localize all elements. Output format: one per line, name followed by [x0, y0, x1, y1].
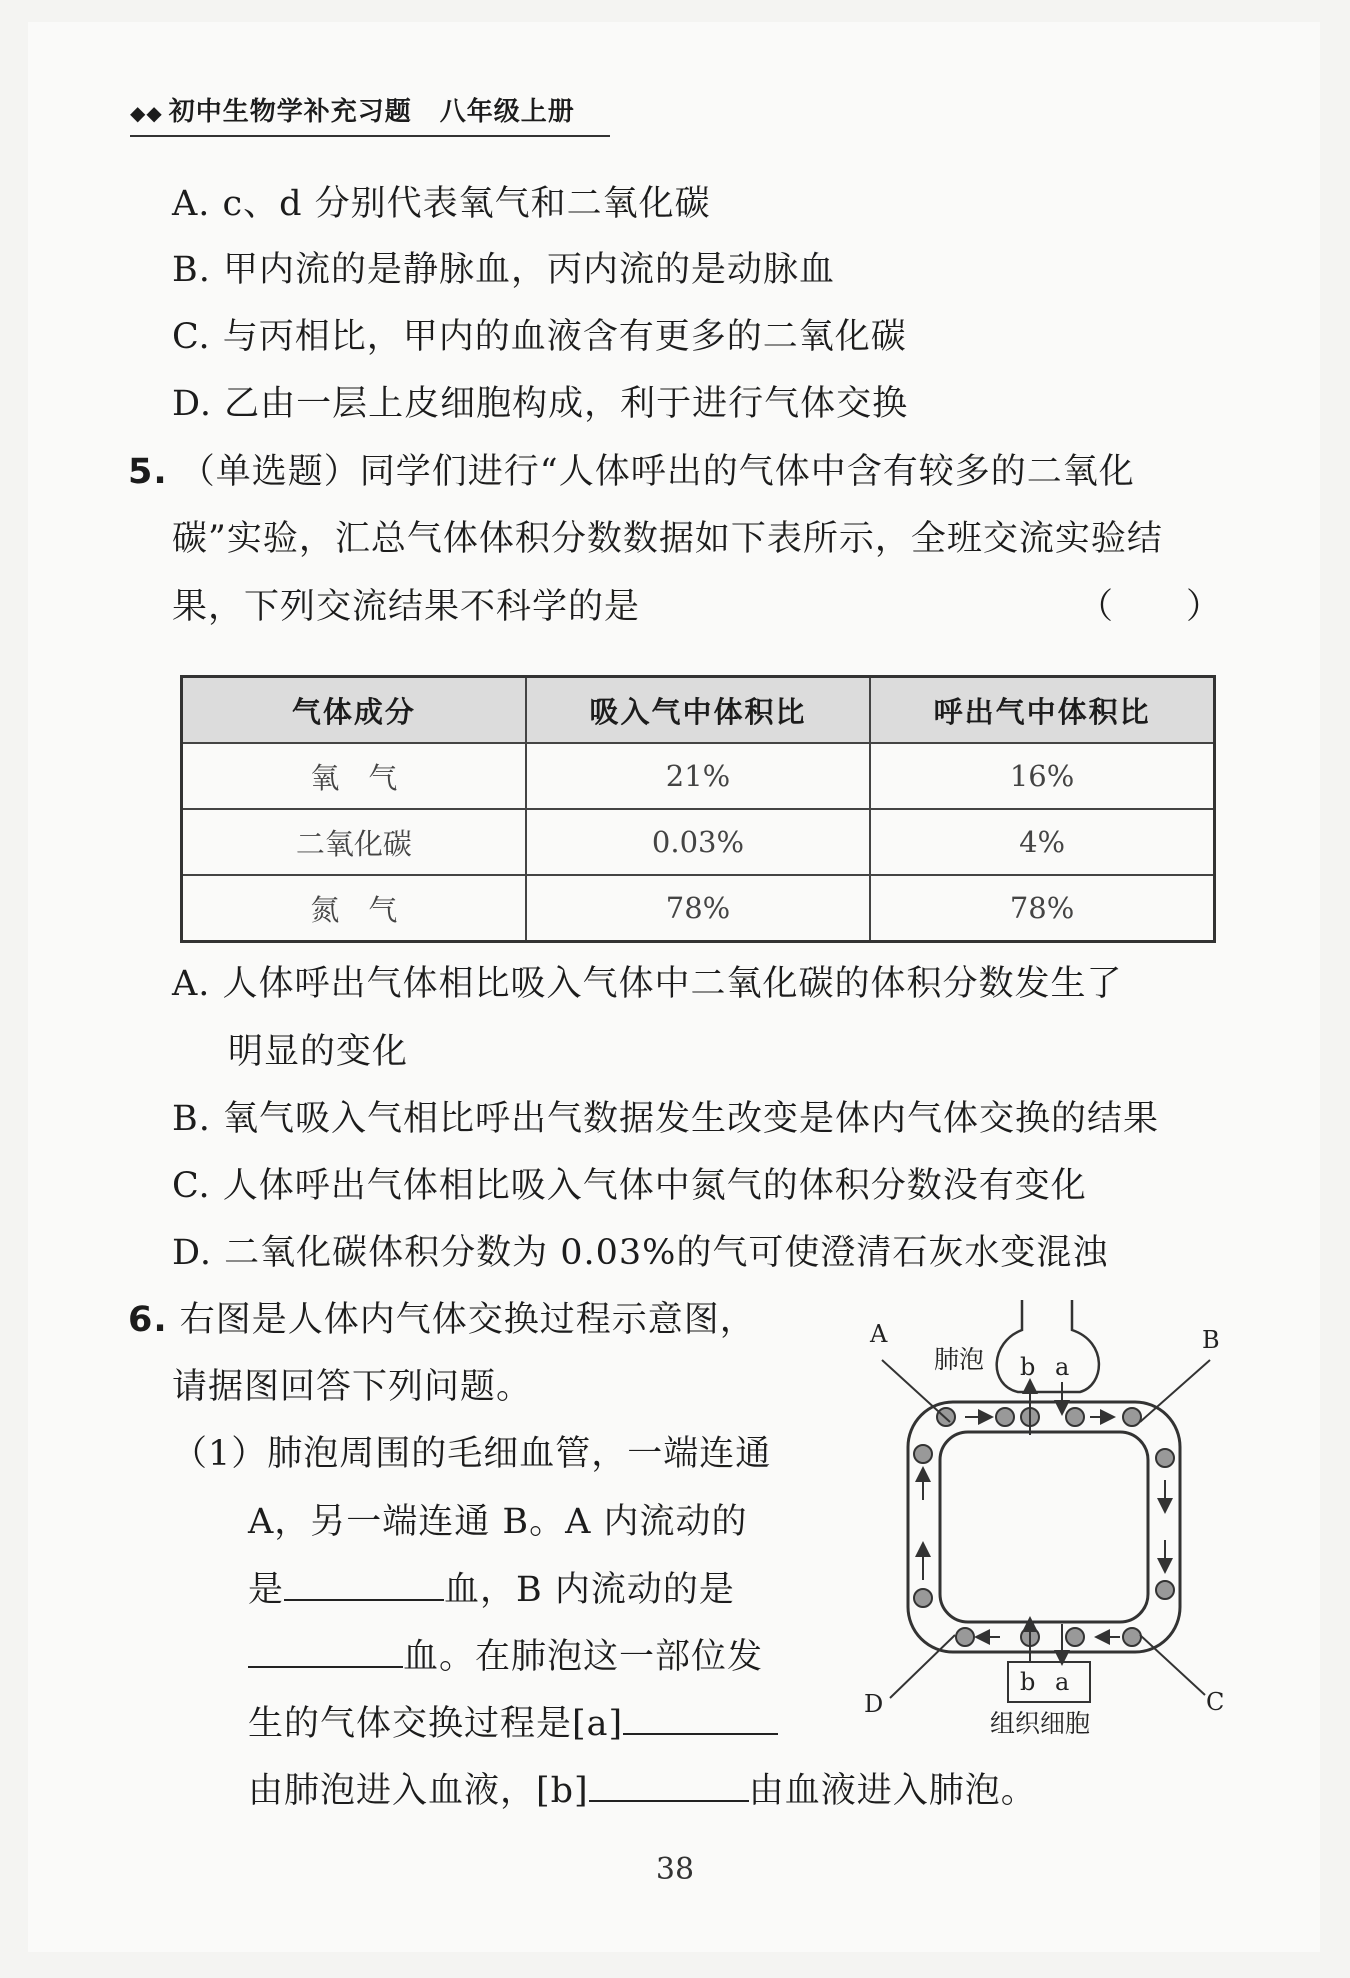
- q6-sub1-line-3: [248, 1567, 735, 1612]
- q5-stem-text-1: （单选题）同学们进行“人体呼出的气体中含有较多的二氧化: [179, 452, 1135, 492]
- q6-sub1-text-3b: 血，B 内流动的是: [444, 1570, 735, 1610]
- table-cell: 氧 气: [182, 743, 526, 809]
- q6-sub1-line-2: A，另一端连通 B。A 内流动的: [248, 1502, 748, 1542]
- table-header-cell: 气体成分: [182, 677, 526, 744]
- q5-stem-line-3: [172, 585, 1222, 629]
- alveolus-b-label: b: [1020, 1353, 1036, 1381]
- table-row: [182, 875, 1215, 942]
- q5-stem-text-3: 果，下列交流结果不科学的是: [172, 587, 641, 627]
- q5-option-d: D. 二氧化碳体积分数为 0.03%的气可使澄清石灰水变混浊: [172, 1233, 1109, 1273]
- tissue-label: 组织细胞: [990, 1709, 1091, 1738]
- blood-cell: [1156, 1449, 1174, 1467]
- blood-cell: [996, 1408, 1014, 1426]
- q4-option-b: B. 甲内流的是静脉血，丙内流的是动脉血: [172, 250, 835, 290]
- table-header-cell: 吸入气中体积比: [526, 677, 870, 744]
- q5-number: 5.: [128, 452, 168, 492]
- q5-option-b: B. 氧气吸入气相比呼出气数据发生改变是体内气体交换的结果: [172, 1099, 1159, 1139]
- leader-line-c: [1140, 1635, 1205, 1695]
- tissue-a-label: a: [1055, 1668, 1070, 1696]
- alveolus-shape: [997, 1300, 1099, 1392]
- q6-sub1-line-6: [248, 1768, 1037, 1813]
- q6-sub1-line-4: [248, 1634, 763, 1679]
- q6-sub1-line-5: [248, 1701, 778, 1746]
- blood-cell: [1156, 1581, 1174, 1599]
- table-header-row: [182, 677, 1215, 744]
- gas-exchange-diagram: [850, 1290, 1250, 1750]
- q6-stem-line-1: [128, 1298, 756, 1342]
- q5-option-a-cont: 明显的变化: [228, 1032, 409, 1072]
- leader-line-b: [1140, 1360, 1210, 1422]
- blood-cell: [914, 1445, 932, 1463]
- capillary-inner-wall: [940, 1432, 1148, 1622]
- answer-blank-a-blood[interactable]: [284, 1567, 444, 1601]
- table-row: [182, 743, 1215, 809]
- answer-blank-a-gas[interactable]: [623, 1701, 778, 1735]
- table-cell: 二氧化碳: [182, 809, 526, 875]
- q4-option-c: C. 与丙相比，甲内的血液含有更多的二氧化碳: [172, 317, 907, 357]
- label-a: A: [870, 1320, 888, 1348]
- table-cell: 16%: [870, 743, 1214, 809]
- blood-cell: [1066, 1628, 1084, 1646]
- table-cell: 0.03%: [526, 809, 870, 875]
- table-cell: 氮 气: [182, 875, 526, 942]
- table-header-cell: 呼出气中体积比: [870, 677, 1214, 744]
- q6-sub1-text-3a: 是: [248, 1570, 285, 1610]
- blood-cell: [914, 1589, 932, 1607]
- q6-sub1-text-4: 血。在肺泡这一部位发: [403, 1637, 764, 1677]
- q5-option-c: C. 人体呼出气体相比吸入气体中氮气的体积分数没有变化: [172, 1166, 1087, 1206]
- q6-number: 6.: [128, 1300, 168, 1340]
- label-c: C: [1206, 1688, 1225, 1716]
- label-d: D: [864, 1690, 884, 1718]
- blood-cell: [956, 1628, 974, 1646]
- q5-answer-paren: （ ）: [1077, 587, 1222, 627]
- table-cell: 78%: [526, 875, 870, 942]
- q4-option-d: D. 乙由一层上皮细胞构成，利于进行气体交换: [172, 384, 909, 424]
- q4-option-a: A. c、d 分别代表氧气和二氧化碳: [172, 184, 711, 224]
- diamond-icon: ◆◆: [130, 101, 163, 125]
- page-number: 38: [655, 1852, 695, 1887]
- table-cell: 21%: [526, 743, 870, 809]
- q6-sub1-text-6a: 由肺泡进入血液，[b]: [248, 1771, 589, 1811]
- table-cell: 78%: [870, 875, 1214, 942]
- alveolus-a-label: a: [1055, 1353, 1070, 1381]
- q6-stem-line-2: 请据图回答下列问题。: [172, 1367, 533, 1407]
- answer-blank-b-gas[interactable]: [589, 1768, 749, 1802]
- q5-option-a: A. 人体呼出气体相比吸入气体中二氧化碳的体积分数发生了: [172, 964, 1123, 1004]
- blood-cell: [1123, 1408, 1141, 1426]
- alveolus-label: 肺泡: [934, 1345, 985, 1374]
- leader-line-d: [890, 1635, 955, 1698]
- q6-stem-text-1: 右图是人体内气体交换过程示意图，: [179, 1300, 756, 1340]
- q5-stem-line-2: 碳”实验，汇总气体体积分数数据如下表所示，全班交流实验结: [172, 519, 1163, 559]
- q5-stem-line-1: [128, 450, 1135, 494]
- answer-blank-b-blood[interactable]: [248, 1634, 403, 1668]
- table-row: [182, 809, 1215, 875]
- gas-volume-table: [180, 675, 1216, 943]
- tissue-b-label: b: [1020, 1668, 1036, 1696]
- q6-sub1-label: （1）: [172, 1434, 268, 1474]
- q6-sub1-text-5: 生的气体交换过程是[a]: [248, 1704, 624, 1744]
- q6-sub1-text-1: 肺泡周围的毛细血管，一端连通: [267, 1434, 772, 1474]
- label-b: B: [1202, 1326, 1220, 1354]
- blood-cells: [914, 1408, 1174, 1646]
- book-grade: 八年级上册: [439, 97, 575, 127]
- table-cell: 4%: [870, 809, 1214, 875]
- q6-sub1-text-6b: 由血液进入肺泡。: [748, 1771, 1037, 1811]
- blood-cell: [1066, 1408, 1084, 1426]
- running-header: [130, 95, 610, 137]
- book-title: 初中生物学补充习题: [168, 97, 412, 127]
- q6-sub1-line-1: [172, 1432, 771, 1476]
- blood-cell: [1123, 1628, 1141, 1646]
